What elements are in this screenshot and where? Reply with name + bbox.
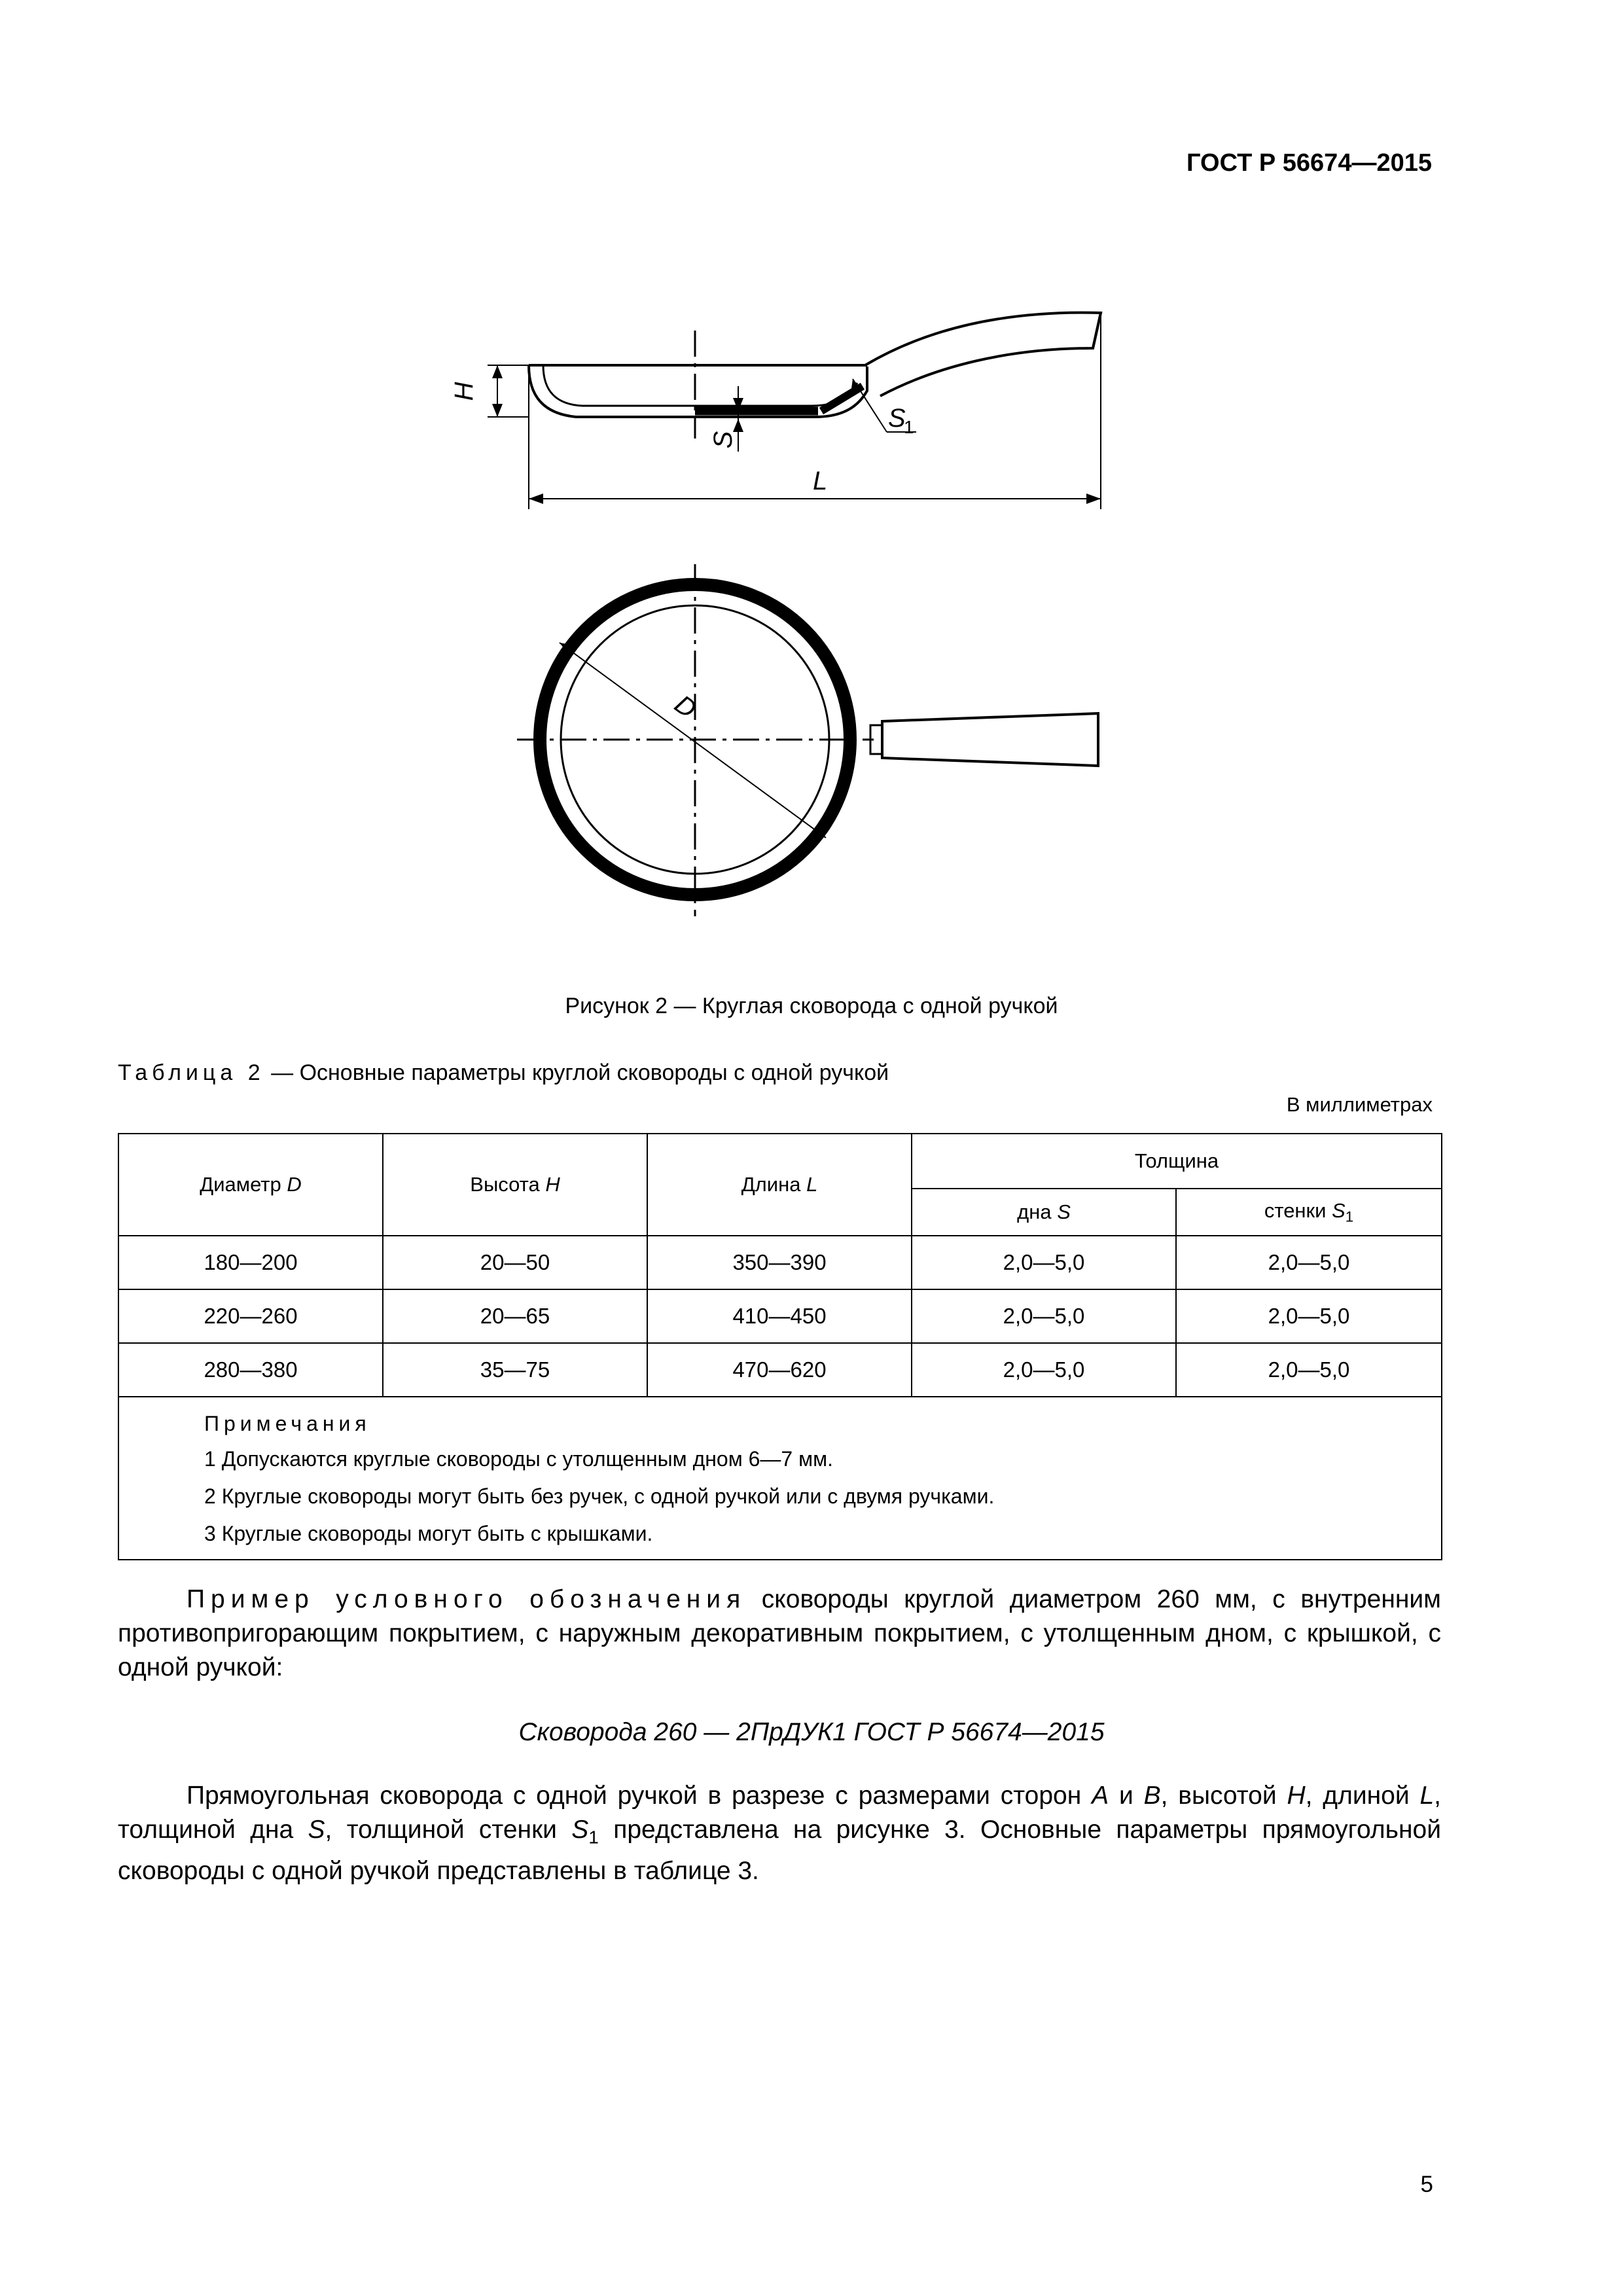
label-d: D bbox=[669, 689, 702, 725]
header-bottom: дна S bbox=[912, 1189, 1176, 1236]
cell-diameter: 220—260 bbox=[118, 1289, 383, 1343]
parameters-table bbox=[118, 1133, 1442, 1560]
header-height: Высота H bbox=[383, 1134, 647, 1236]
table-row bbox=[118, 1289, 1442, 1343]
cell-height: 35—75 bbox=[383, 1343, 647, 1397]
top-handle bbox=[882, 713, 1098, 766]
cell-height: 20—65 bbox=[383, 1289, 647, 1343]
table-row bbox=[118, 1236, 1442, 1289]
designation-example: Сковорода 260 — 2ПрДУК1 ГОСТ Р 56674—2015 bbox=[518, 1718, 1105, 1746]
page-number: 5 bbox=[1420, 2172, 1433, 2197]
note-item: 2 Круглые сковороды могут быть без ручек, с одной ручкой или с двумя ручками. bbox=[204, 1484, 995, 1508]
label-s1: S bbox=[888, 404, 906, 433]
label-l: L bbox=[813, 467, 828, 495]
table-notes bbox=[118, 1397, 1442, 1560]
cell-wall: 2,0—5,0 bbox=[1176, 1289, 1442, 1343]
notes-title: Примечания bbox=[204, 1412, 371, 1435]
cell-length: 410—450 bbox=[647, 1289, 912, 1343]
table-title-text: — Основные параметры круглой сковороды с одной ручкой bbox=[264, 1060, 889, 1085]
figure-caption: Рисунок 2 — Круглая сковорода с одной ручкой bbox=[565, 994, 1058, 1018]
cell-length: 350—390 bbox=[647, 1236, 912, 1289]
table-title-prefix: Таблица 2 bbox=[118, 1060, 265, 1085]
cell-bottom: 2,0—5,0 bbox=[912, 1236, 1176, 1289]
example-text: сковороды круглой диаметром 260 мм, с внутренним противопригорающим покрытием, с наружным декоративным покрытием, с утолщенным дном, с крышкой, с одной ручкой: bbox=[118, 1585, 1441, 1681]
designation-example-paragraph bbox=[118, 1583, 1441, 1685]
side-handle bbox=[865, 313, 1101, 396]
note-item: 3 Круглые сковороды могут быть с крышками. bbox=[204, 1522, 653, 1545]
header-diameter: Диаметр D bbox=[118, 1134, 383, 1236]
rectangular-pan-paragraph: Прямоугольная сковорода с одной ручкой в разрезе с размерами сторон A и B, высотой H, длиной L, толщиной дна S, толщиной стенки $S_1$ представлена на рисунке 3. Основные параметры прямоугольной сковороды с одной ручкой представлены в таблице 3. bbox=[118, 1782, 1441, 1886]
label-h: H bbox=[450, 382, 478, 401]
cell-wall: 2,0—5,0 bbox=[1176, 1236, 1442, 1289]
table-title bbox=[118, 1060, 889, 1086]
header-wall: стенки $S_1$ bbox=[1176, 1189, 1442, 1236]
pan-side-inner bbox=[543, 365, 857, 406]
table-row bbox=[118, 1343, 1442, 1397]
standard-header: ГОСТ Р 56674—2015 bbox=[1186, 149, 1432, 177]
label-s1-sub: 1 bbox=[904, 417, 914, 437]
cell-height: 20—50 bbox=[383, 1236, 647, 1289]
cell-bottom: 2,0—5,0 bbox=[912, 1289, 1176, 1343]
header-length: Длина L bbox=[647, 1134, 912, 1236]
cell-bottom: 2,0—5,0 bbox=[912, 1343, 1176, 1397]
frying-pan-drawing bbox=[0, 0, 1623, 982]
example-lead: Пример условного обозначения bbox=[187, 1585, 747, 1613]
header-thickness: Толщина bbox=[912, 1134, 1442, 1189]
table-units: В миллиметрах bbox=[1286, 1093, 1433, 1116]
cell-diameter: 280—380 bbox=[118, 1343, 383, 1397]
cell-length: 470—620 bbox=[647, 1343, 912, 1397]
note-item: 1 Допускаются круглые сковороды с утолщенным дном 6—7 мм. bbox=[204, 1447, 833, 1471]
cell-diameter: 180—200 bbox=[118, 1236, 383, 1289]
cell-wall: 2,0—5,0 bbox=[1176, 1343, 1442, 1397]
label-s: S bbox=[709, 431, 738, 449]
